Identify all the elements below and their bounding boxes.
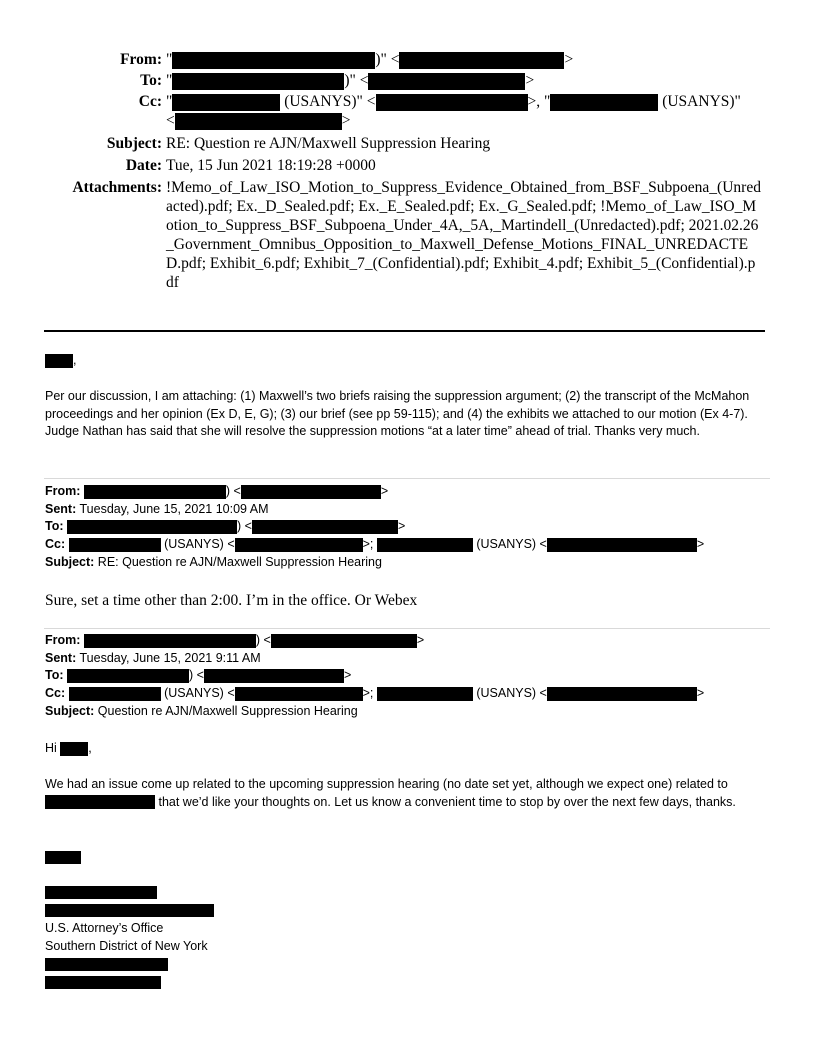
bracket-text: (USANYS)" < [280,93,376,110]
original-header [45,632,704,721]
redaction-box [252,520,398,534]
subject-label: Subject: [45,703,95,718]
date-row [40,156,770,175]
from-label: From: [120,51,162,68]
redaction-box [376,94,528,111]
bracket-text: > [696,686,705,701]
bracket-text: (USANYS) < [472,537,547,552]
redaction-box [241,485,381,499]
bracket-text: > [525,72,535,89]
attachments-label: Attachments: [72,179,162,196]
original-body [45,776,775,811]
quote-mark: " [166,51,173,68]
redaction-box [45,958,168,971]
email-header [40,50,770,292]
body-text: We had an issue come up related to the upcoming suppression hearing (no date set yet, although we expect one) related to [45,777,728,791]
subject-value: RE: Question re AJN/Maxwell Suppression Hearing [166,135,491,152]
reply-subject-row [45,554,704,572]
bracket-text: (USANYS) < [160,537,235,552]
subject-value: RE: Question re AJN/Maxwell Suppression Hearing [97,554,382,569]
greeting-comma: , [73,353,77,367]
redaction-box [45,886,157,899]
original-to-row [45,667,704,685]
bracket-text: (USANYS)" [658,93,741,110]
bracket-text: > [564,51,574,68]
redaction-box [547,538,697,552]
redaction-box [172,94,280,111]
bracket-text: >; [362,686,377,701]
to-value [166,71,766,90]
greeting-text: Hi [45,741,57,755]
subject-label: Subject: [106,135,162,152]
redaction-box [69,538,161,552]
subject-value: Question re AJN/Maxwell Suppression Hearing [97,703,358,718]
from-value [166,50,766,69]
bracket-text: > [696,537,705,552]
reply-sent-row [45,501,704,519]
bracket-text: (USANYS) < [472,686,547,701]
to-label: To: [45,668,64,683]
bracket-text: )" < [344,72,369,89]
date-label: Date: [125,157,162,174]
redaction-box [547,687,697,701]
cc-label: Cc: [45,686,66,701]
bracket-text: > [380,484,389,498]
bracket-text: > [343,668,352,683]
attachments-value: !Memo_of_Law_ISO_Motion_to_Suppress_Evidence_Obtained_from_BSF_Subpoena_(Unredacted).pdf; Ex._D_Sealed.pdf; Ex._E_Sealed.pdf; Ex._G_Sealed.pdf; !Memo_of_Law_ISO_Motion_to_Suppress_BSF_Subpoena_Under_4A,_5A,_Martindell_(Unredacted).pdf; 2021.02.26_Government_Omnibus_Opposition_to_Maxwell_Defense_Motions_FINAL_UNREDACTED.pdf; Exhibit_6.pdf; Exhibit_7_(Confidential).pdf; Exhibit_4.pdf; Exhibit_5_(Confidential).pdf [166,179,761,291]
redaction-box [84,485,226,499]
cc-value [166,92,766,130]
redaction-box [84,634,256,648]
redaction-box [175,113,342,130]
redaction-box [271,634,417,648]
reply-from-row [45,483,704,501]
redaction-box [172,52,375,69]
bracket-text: > [416,633,425,647]
bracket-text: (USANYS) < [160,686,235,701]
to-label: To: [45,519,64,534]
header-divider [44,330,765,332]
reply-cc-row [45,536,704,554]
bracket-text: > [397,519,406,534]
original-sent-row [45,650,704,668]
bracket-text: > [341,112,351,129]
date-value: Tue, 15 Jun 2021 18:19:28 +0000 [166,157,376,174]
message-body: Per our discussion, I am attaching: (1) Maxwell’s two briefs raising the suppression argument; (2) the transcript of the McMahon proceedings and her opinion (Ex D, E, G); (3) our brief (see pp 59-115); and (4) the exhibits we attached to our motion (Ex 4-7). Judge Nathan has said that she will resolve the suppression motions “at a later time” ahead of trial. Thanks very much. [45,389,750,438]
redaction-box [377,687,473,701]
bracket-text: >; [362,537,377,552]
cc-label: Cc: [45,537,66,552]
body-text: that we’d like your thoughts on. Let us know a convenient time to stop by over the next few days, thanks. [155,794,736,809]
redaction-box [45,976,161,989]
reply-header [45,483,704,572]
message-divider [44,478,770,479]
redaction-box [368,73,525,90]
sent-label: Sent: [45,501,77,516]
signature-district: Southern District of New York [45,939,208,953]
redaction-box [399,52,564,69]
from-label: From: [45,633,81,647]
bracket-text: ) < [189,668,204,683]
original-subject-row [45,703,704,721]
redaction-box [67,669,189,683]
cc-label: Cc: [138,93,162,110]
redaction-box [235,687,363,701]
message-divider [44,628,770,629]
subject-label: Subject: [45,554,95,569]
bracket-text: ) < [225,484,241,498]
redaction-box [45,851,81,864]
redaction-box [45,795,155,809]
reply-to-row [45,518,704,536]
redaction-box [172,73,344,90]
quote-mark: " [166,72,173,89]
original-cc-row [45,685,704,703]
original-greeting [45,740,92,758]
redaction-box [377,538,473,552]
bracket-text: < [166,112,175,129]
greeting [45,352,76,370]
redaction-box [69,687,161,701]
from-row [40,50,770,69]
redaction-box [60,742,88,756]
sent-value: Tuesday, June 15, 2021 10:09 AM [79,501,269,516]
subject-row [40,134,770,153]
redaction-box [204,669,344,683]
quote-mark: " [166,93,173,110]
reply-body: Sure, set a time other than 2:00. I’m in the office. Or Webex [45,592,418,609]
redaction-box [67,520,237,534]
redaction-box [235,538,363,552]
original-from-row [45,632,704,650]
bracket-text: >, " [527,93,551,110]
bracket-text: )" < [375,51,400,68]
attachments-row [40,178,770,292]
to-label: To: [140,72,162,89]
redaction-box [550,94,658,111]
sent-value: Tuesday, June 15, 2021 9:11 AM [79,650,261,665]
to-row [40,71,770,90]
redaction-box [45,354,73,368]
redaction-box [45,904,214,917]
sent-label: Sent: [45,650,77,665]
bracket-text: ) < [255,633,271,647]
from-label: From: [45,484,81,498]
cc-row [40,92,770,130]
greeting-comma: , [88,741,92,755]
bracket-text: ) < [237,519,252,534]
signature-office: U.S. Attorney’s Office [45,921,164,935]
